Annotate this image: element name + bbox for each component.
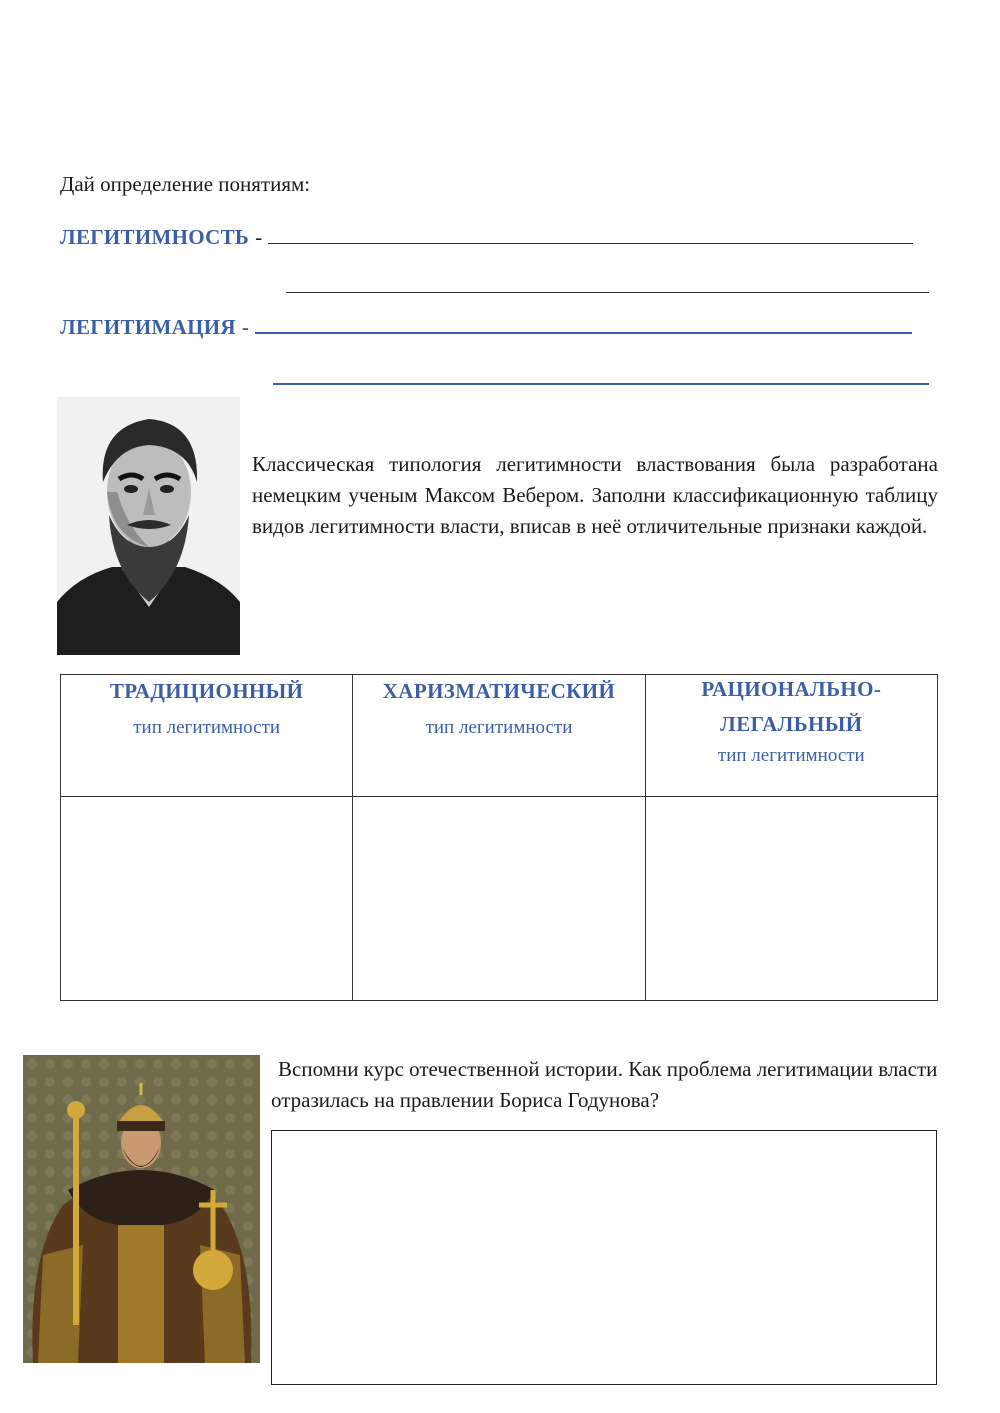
term-legitimacy: ЛЕГИТИМНОСТЬ xyxy=(60,225,250,249)
weber-portrait-image xyxy=(57,397,240,655)
type-subtitle: тип легитимности xyxy=(717,745,865,766)
type-title-charismatic: ХАРИЗМАТИЧЕСКИЙ xyxy=(382,679,616,703)
godunov-portrait xyxy=(23,1055,260,1363)
weber-description: Классическая типология легитимности властвования была разработана немецким ученым Максом Вебером. Заполни классификационную таблицу видов легитимности власти, вписав в неё отличительные признаки каждой. xyxy=(252,452,938,538)
godunov-answer-box[interactable] xyxy=(271,1130,937,1385)
term-dash: - xyxy=(255,225,263,249)
answer-cell-traditional[interactable] xyxy=(61,797,353,1001)
term-legitimation: ЛЕГИТИМАЦИЯ xyxy=(60,315,236,339)
column-traditional xyxy=(61,675,353,797)
type-title-traditional: ТРАДИЦИОННЫЙ xyxy=(109,679,304,703)
answer-line-legitimation-2[interactable] xyxy=(273,382,929,385)
answer-cell-charismatic[interactable] xyxy=(353,797,645,1001)
type-title-rational-line2: ЛЕГАЛЬНЫЙ xyxy=(720,712,863,736)
answer-cell-rational-legal[interactable] xyxy=(645,797,937,1001)
type-subtitle: тип легитимности xyxy=(425,717,573,738)
type-subtitle: тип легитимности xyxy=(133,717,281,738)
term-dash: - xyxy=(241,315,249,339)
column-charismatic xyxy=(353,675,645,797)
legitimacy-types-table xyxy=(60,674,938,1001)
godunov-portrait-image xyxy=(23,1055,260,1363)
type-title-rational-line1: РАЦИОНАЛЬНО- xyxy=(701,677,882,701)
answer-line-legitimacy-2[interactable] xyxy=(286,291,929,293)
answer-line-legitimacy-1[interactable] xyxy=(268,242,913,244)
column-rational-legal xyxy=(645,675,937,797)
intro-heading: Дай определение понятиям: xyxy=(60,172,311,196)
term-row-legitimation xyxy=(60,315,912,340)
answer-line-legitimation-1[interactable] xyxy=(255,331,912,334)
weber-portrait xyxy=(57,397,240,655)
godunov-question: Вспомни курс отечественной истории. Как проблема легитимации власти отразилась на правлении Бориса Годунова? xyxy=(271,1057,938,1112)
term-row-legitimacy xyxy=(60,225,913,250)
